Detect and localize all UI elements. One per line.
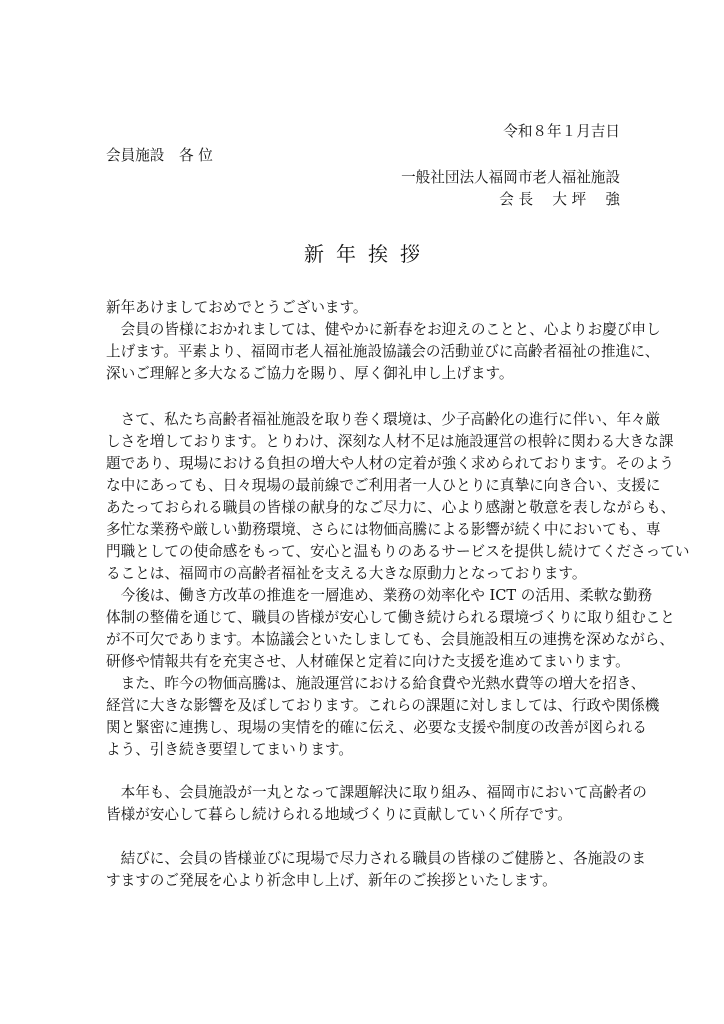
body-line: 結びに、会員の皆様並びに現場で尽力される職員の皆様のご健勝と、各施設のま: [106, 850, 646, 867]
sender-person: 会 長 大 坪 強: [499, 191, 620, 208]
body-line: 上げます。平素より、福岡市老人福祉施設協議会の活動並びに高齢者福祉の推進に、: [106, 343, 660, 360]
body-line: あたっておられる職員の皆様の献身的なご尽力に、心より感謝と敬意を表しながらも、: [106, 499, 676, 516]
body-line: ることは、福岡市の高齢者福祉を支える大きな原動力となっております。: [106, 565, 587, 582]
body-line: 会員の皆様におかれましては、健やかに新春をお迎えのことと、心よりお慶び申し: [106, 321, 661, 338]
letter-title: 新年挨拶: [304, 242, 432, 266]
letter-date: 令和８年１月吉日: [503, 123, 620, 140]
body-line: 体制の整備を通じて、職員の皆様が安心して働き続けられる環境づくりに取り組むこと: [106, 609, 675, 626]
body-line: が不可欠であります。本協議会といたしましても、会員施設相互の連携を深めながら、: [106, 631, 674, 648]
body-line: さて、私たち高齢者福祉施設を取り巻く環境は、少子高齢化の進行に伴い、年々厳: [106, 411, 661, 428]
body-line: よう、引き続き要望してまいります。: [106, 741, 353, 758]
body-line: 研修や情報共有を充実させ、人材確保と定着に向けた支援を進めてまいります。: [106, 653, 630, 670]
body-line: 深いご理解と多大なるご協力を賜り、厚く御礼申し上げます。: [106, 365, 514, 382]
sender-organization: 一般社団法人福岡市老人福祉施設: [401, 169, 620, 186]
body-line: すますのご発展を心より祈念申し上げ、新年のご挨拶といたします。: [106, 872, 557, 889]
body-line: 新年あけましておめでとうございます。: [106, 299, 368, 316]
body-line: 今後は、働き方改革の推進を一層進め、業務の効率化や ICT の活用、柔軟な勤務: [106, 587, 653, 604]
body-line: しさを増しております。とりわけ、深刻な人材不足は施設運営の根幹に関わる大きな課: [106, 433, 674, 450]
body-line: 経営に大きな影響を及ぼしております。これらの課題に対しましては、行政や関係機: [106, 697, 660, 714]
body-line: 題であり、現場における負担の増大や人材の定着が強く求められております。そのよう: [106, 455, 674, 472]
letter-recipient: 会員施設 各 位: [106, 147, 213, 164]
body-line: な中にあっても、日々現場の最前線でご利用者一人ひとりに真摯に向き合い、支援に: [106, 477, 661, 494]
body-line: 本年も、会員施設が一丸となって課題解決に取り組み、福岡市において高齢者の: [106, 784, 647, 801]
body-line: 門職としての使命感をもって、安心と温もりのあるサービスを提供し続けてくださってい: [106, 543, 690, 560]
body-line: 皆様が安心して暮らし続けられる地域づくりに貢献していく所存です。: [106, 806, 572, 823]
body-line: 関と緊密に連携し、現場の実情を的確に伝え、必要な支援や制度の改善が図られる: [106, 719, 647, 736]
body-line: また、昨今の物価高騰は、施設運営における給食費や光熱水費等の増大を招き、: [106, 675, 646, 692]
body-line: 多忙な業務や厳しい勤務環境、さらには物価高騰による影響が続く中においても、専: [106, 521, 661, 538]
